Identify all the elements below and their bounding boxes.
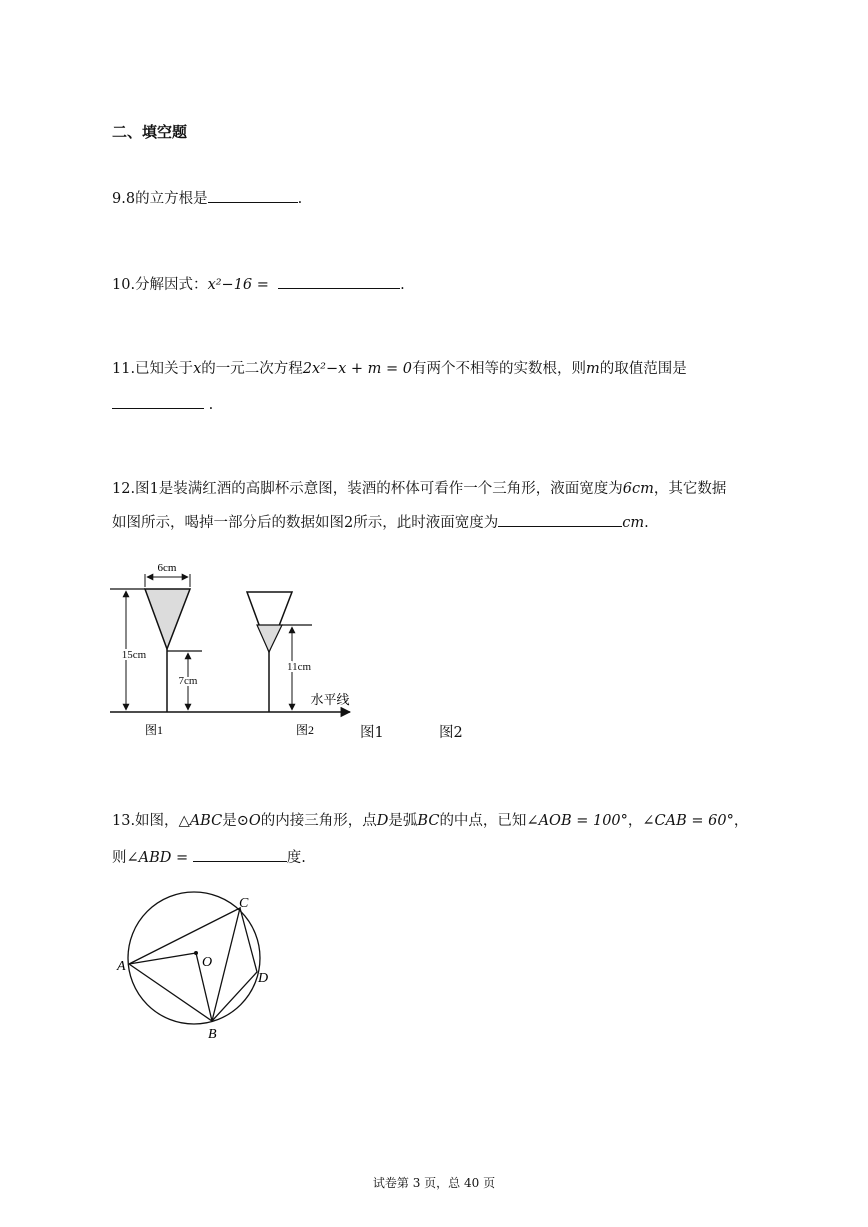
question-13 [112,811,748,831]
question-13-line2 [112,847,306,868]
q13-part1: 13.如图， [112,813,179,829]
label-c: C [239,896,249,911]
q11-equation: 2x²−x + m = 0 [302,361,413,377]
q11-end: . [208,397,214,413]
q12-fig-number-2: 2 [344,515,354,531]
q11-var-x: x [193,361,202,377]
q13-sep: ， [627,813,643,829]
q9-number: 8 [125,191,136,207]
q10-prefix: 10.分解因式： [112,277,208,293]
label-11cm: 11cm [286,661,312,673]
q12-width: 6cm [622,481,654,497]
q11-part1: 11.已知关于 [112,361,194,377]
q13-point-d: D [376,813,389,829]
fig1-caption: 图1 [360,725,384,741]
question-11-line2 [112,394,213,415]
q9-text: 的立方根是 [135,191,208,207]
label-b: B [208,1027,217,1042]
question-10 [112,274,405,295]
center-point [194,951,198,955]
q13-line2-a: 则 [112,850,127,866]
q9-answer-blank[interactable] [208,188,298,203]
wine-glass-figure [104,552,364,742]
q13-part5: 的中点，已知 [439,813,527,829]
q11-part2: 的一元二次方程 [201,361,303,377]
q13-part2: 是 [222,813,237,829]
q12-line2-a: 如图所示，喝掉一部分后的数据如图 [112,515,344,531]
q13-angle-cab: ∠CAB = 60° [642,813,734,829]
q11-answer-blank[interactable] [112,394,204,409]
q12-answer-blank[interactable] [498,512,622,527]
radii-oa-ob [129,953,212,1021]
fig2-caption: 图2 [439,725,463,741]
question-12-line2 [112,512,649,533]
page-footer: 试卷第 3 页，总 40 页 [372,1176,496,1190]
q12-part1: 12.图 [112,481,150,497]
q13-part3: 的内接三角形，点 [260,813,377,829]
q13-part6: ， [733,813,749,829]
q12-unit: cm [622,515,645,531]
question-11 [112,359,687,379]
q12-end: . [644,515,649,531]
label-o: O [202,955,213,970]
q12-part2: 是装满红酒的高脚杯示意图，装酒的杯体可看作一个三角形，液面宽度为 [158,481,623,497]
q12-fig-number-1: 1 [149,481,159,497]
fig1-inner-label: 图1 [144,723,164,737]
q13-arc-bc: BC [417,813,440,829]
q13-part4: 是弧 [388,813,418,829]
label-6cm: 6cm [157,562,177,574]
circle-figure [112,888,282,1043]
q12-line2-b: 所示，此时液面宽度为 [353,515,499,531]
glass1-bowl [145,589,190,649]
chords-cd-db [212,908,257,1021]
question-12 [112,479,726,499]
q10-answer-blank[interactable] [278,274,400,289]
label-a: A [117,959,126,974]
q13-angle-aob: ∠AOB = 100° [526,813,628,829]
q12-part3: ，其它数据 [653,481,727,497]
q9-prefix: 9. [112,191,126,207]
q13-angle-abd: ∠ABD = [126,850,189,866]
q10-expression: x²−16 = [207,277,269,293]
triangle-abc [129,908,240,1021]
question-9 [112,188,302,209]
q11-part4: 的取值范围是 [599,361,687,377]
section-title: 二、填空题 [112,123,188,141]
label-d: D [258,971,269,986]
fig2-inner-label: 图2 [295,723,315,737]
q13-circle: ⊙O [236,813,261,829]
q11-part3: 有两个不相等的实数根，则 [412,361,587,377]
label-7cm: 7cm [178,675,198,687]
label-15cm: 15cm [121,649,147,661]
circle-o [128,892,260,1024]
q9-end: . [297,191,303,207]
q13-line2-b: 度. [286,850,306,866]
q13-answer-blank[interactable] [193,847,287,862]
q13-triangle: △ABC [178,813,223,829]
glass2-liquid [257,625,282,652]
q10-end: . [400,277,405,293]
q11-var-m: m [586,361,600,377]
label-horizontal: 水平线 [310,692,350,707]
